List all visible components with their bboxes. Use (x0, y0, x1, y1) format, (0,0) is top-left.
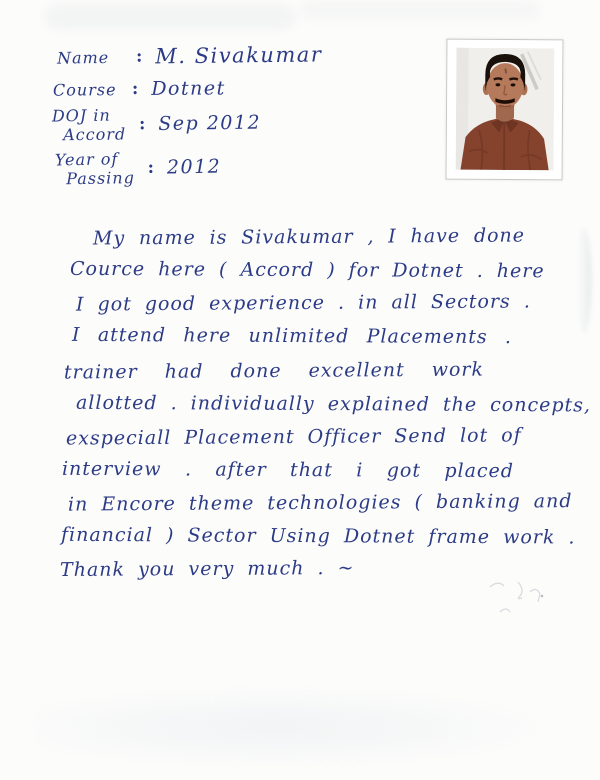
field-doj-colon: : (138, 114, 146, 135)
faint-pencil-marks (470, 572, 580, 647)
field-doj-label-line2: Accord (63, 124, 127, 145)
scribble-mark (518, 582, 522, 599)
testimonial-line-3: I got good experience . in all Sectors . (75, 290, 531, 316)
scribble-mark (490, 583, 504, 587)
testimonial-line-7: exspeciall Placement Officer Send lot of (65, 424, 522, 450)
field-year-colon: : (147, 157, 155, 178)
field-course-label-line1: Course (52, 79, 117, 100)
field-name-label (57, 47, 123, 67)
testimonial-line-10: financial ) Sector Using Dotnet frame work . (60, 523, 576, 549)
field-year-value: 2012 (166, 155, 222, 179)
testimonial-line-6: allotted . individually explained the concepts, (75, 391, 592, 417)
scan-artifact-bottom-mottle (35, 686, 565, 768)
testimonial-line-8: interview . after that i got placed (61, 457, 515, 483)
student-portrait-image (456, 48, 555, 171)
field-name-label-line1: Name (56, 47, 110, 68)
testimonial-line-4: I attend here unlimited Placements . (71, 323, 513, 349)
field-doj (52, 104, 262, 145)
field-year-label (55, 149, 135, 188)
scribble-dot (541, 595, 544, 598)
field-doj-label-line1: DOJ in (51, 105, 111, 126)
scribble-mark (500, 609, 510, 612)
scan-artifact-top-band-2 (300, 1, 540, 19)
field-course-label (53, 80, 119, 99)
testimonial-line-9: in Encore theme technologies ( banking and (67, 490, 573, 516)
scan-artifact-right-smudge (576, 228, 592, 333)
field-course (53, 77, 226, 100)
forehead-mark (505, 69, 506, 74)
field-course-value: Dotnet (151, 77, 226, 100)
testimonial-line-1: My name is Sivakumar , I have done (92, 224, 526, 250)
field-course-colon: : (131, 79, 139, 100)
student-photo (446, 39, 564, 181)
testimonial-line-2: Cource here ( Accord ) for Dotnet . here (69, 257, 545, 283)
field-year-of-passing (55, 148, 222, 189)
scan-artifact-top-band (45, 5, 295, 29)
field-doj-value: Sep 2012 (158, 111, 262, 135)
field-name-colon: : (135, 46, 143, 67)
testimonial-line-5: trainer had done excellent work (63, 358, 485, 384)
field-year-label-line2: Passing (66, 168, 136, 189)
field-name (57, 42, 323, 69)
field-doj-label (52, 105, 127, 144)
field-name-value: M. Sivakumar (155, 42, 323, 69)
scribble-mark (530, 589, 540, 602)
field-year-label-line1: Year of (54, 149, 119, 170)
testimonial-line-11: Thank you very much . ~ (59, 556, 355, 582)
